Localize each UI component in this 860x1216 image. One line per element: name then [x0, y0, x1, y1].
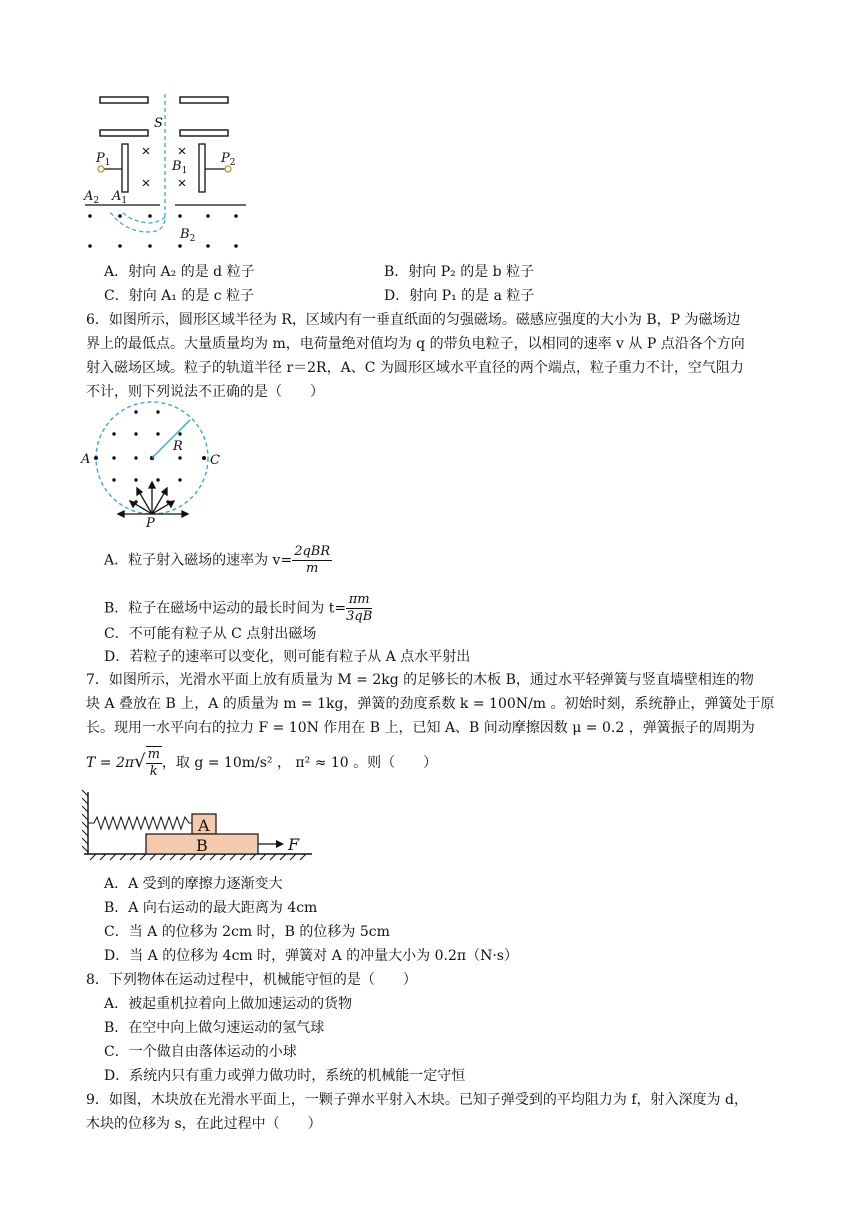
q7-option-c: C．当 A 的位移为 2cm 时，B 的位移为 5cm [104, 924, 390, 940]
q7-label-B: B [196, 836, 208, 855]
q7-figure [80, 788, 320, 866]
q8-option-a: A．被起重机拉着向上做加速运动的货物 [104, 996, 353, 1012]
q7-option-a: A．A 受到的摩擦力逐渐变大 [104, 876, 283, 892]
q6-option-d: D．若粒子的速率可以变化，则可能有粒子从 A 点水平射出 [104, 649, 471, 665]
q7-option-d: D．当 A 的位移为 4cm 时，弹簧对 A 的冲量大小为 0.2π（N·s） [104, 948, 518, 964]
svg-text:P1: $P_1$ [96, 151, 111, 168]
q6-label-P: P [146, 516, 155, 531]
q7-option-b: B．A 向右运动的最大距离为 4cm [104, 900, 318, 916]
q7-stem-line-1: 7．如图所示，光滑水平面上放有质量为 M = 2kg 的足够长的木板 B，通过水平轻弹簧与竖直墙壁相连的物 [86, 672, 754, 688]
q7-label-A: A [198, 816, 210, 835]
q6-label-R: R [173, 439, 183, 454]
svg-text:A1: $A_1$ [112, 189, 128, 206]
q6-stem-line-1: 6．如图所示，圆形区域半径为 R，区域内有一垂直纸面的匀强磁场。磁感应强度的大小为 B，P 为磁场边 [86, 312, 741, 328]
q9-stem-line-2: 木块的位移为 s，在此过程中（ ） [86, 1116, 322, 1132]
q7-stem-line-2: 块 A 叠放在 B 上，A 的质量为 m = 1kg，弹簧的劲度系数 k = 100N/m 。初始时刻，系统静止，弹簧处于原 [86, 696, 775, 712]
q6-label-A: A [81, 452, 91, 467]
q8-option-b: B．在空中向上做匀速运动的氢气球 [104, 1020, 325, 1036]
q6-label-C: C [210, 453, 220, 468]
q5-label-S: S [154, 116, 163, 131]
q6-figure [80, 402, 230, 531]
q5-option-b: B．射向 P₂ 的是 b 粒子 [384, 264, 535, 280]
q8-option-c: C．一个做自由落体运动的小球 [104, 1044, 297, 1060]
q7-stem-line-3: 长。现用一水平向右的拉力 F = 10N 作用在 B 上，已知 A、B 间动摩擦因数 μ = 0.2 ，弹簧振子的周期为 [86, 720, 755, 736]
q8-stem: 8．下列物体在运动过程中，机械能守恒的是（ ） [86, 972, 417, 988]
q6-stem-line-2: 界上的最低点。大量质量均为 m，电荷量绝对值均为 q 的带负电粒子，以相同的速率 v 从 P 点沿各个方向 [86, 336, 745, 352]
q5-figure [80, 92, 260, 257]
q5-option-c: C．射向 A₁ 的是 c 粒子 [104, 288, 255, 304]
q6-stem-line-4: 不计，则下列说法不正确的是（ ） [86, 384, 324, 400]
q9-stem-line-1: 9．如图，木块放在光滑水平面上，一颗子弹水平射入木块。已知子弹受到的平均阻力为 f，射入深度为 d， [86, 1092, 748, 1108]
q6-option-b: B．粒子在磁场中运动的最长时间为 t= $\frac{\pi m}{3qB}$ [104, 592, 373, 624]
svg-text:P2: $P_2$ [221, 151, 236, 168]
svg-text:B2: $B_2$ [180, 227, 196, 244]
q6-stem-line-3: 射入磁场区域。粒子的轨道半径 r＝2R，A、C 为圆形区域水平直径的两个端点，粒子重力不计，空气阻力 [86, 360, 744, 376]
q6-option-c: C．不可能有粒子从 C 点射出磁场 [104, 626, 317, 642]
svg-text:A2: $A_2$ [84, 189, 100, 206]
q5-option-a: A．射向 A₂ 的是 d 粒子 [104, 264, 255, 280]
q7-label-F: F [288, 835, 300, 854]
svg-text:B1: $B_1$ [172, 159, 188, 176]
q7-period-formula: T = 2π√ $\frac{m}{k}$ ，取 g = 10m/s² ， π² ≈ 10 。则（ ） [86, 747, 438, 779]
q5-option-d: D．射向 P₁ 的是 a 粒子 [384, 288, 535, 304]
q8-option-d: D．系统内只有重力或弹力做功时，系统的机械能一定守恒 [104, 1068, 466, 1084]
q6-option-a: A．粒子射入磁场的速率为 v= $\frac{\text{2qBR}}{m}$ [104, 544, 331, 576]
